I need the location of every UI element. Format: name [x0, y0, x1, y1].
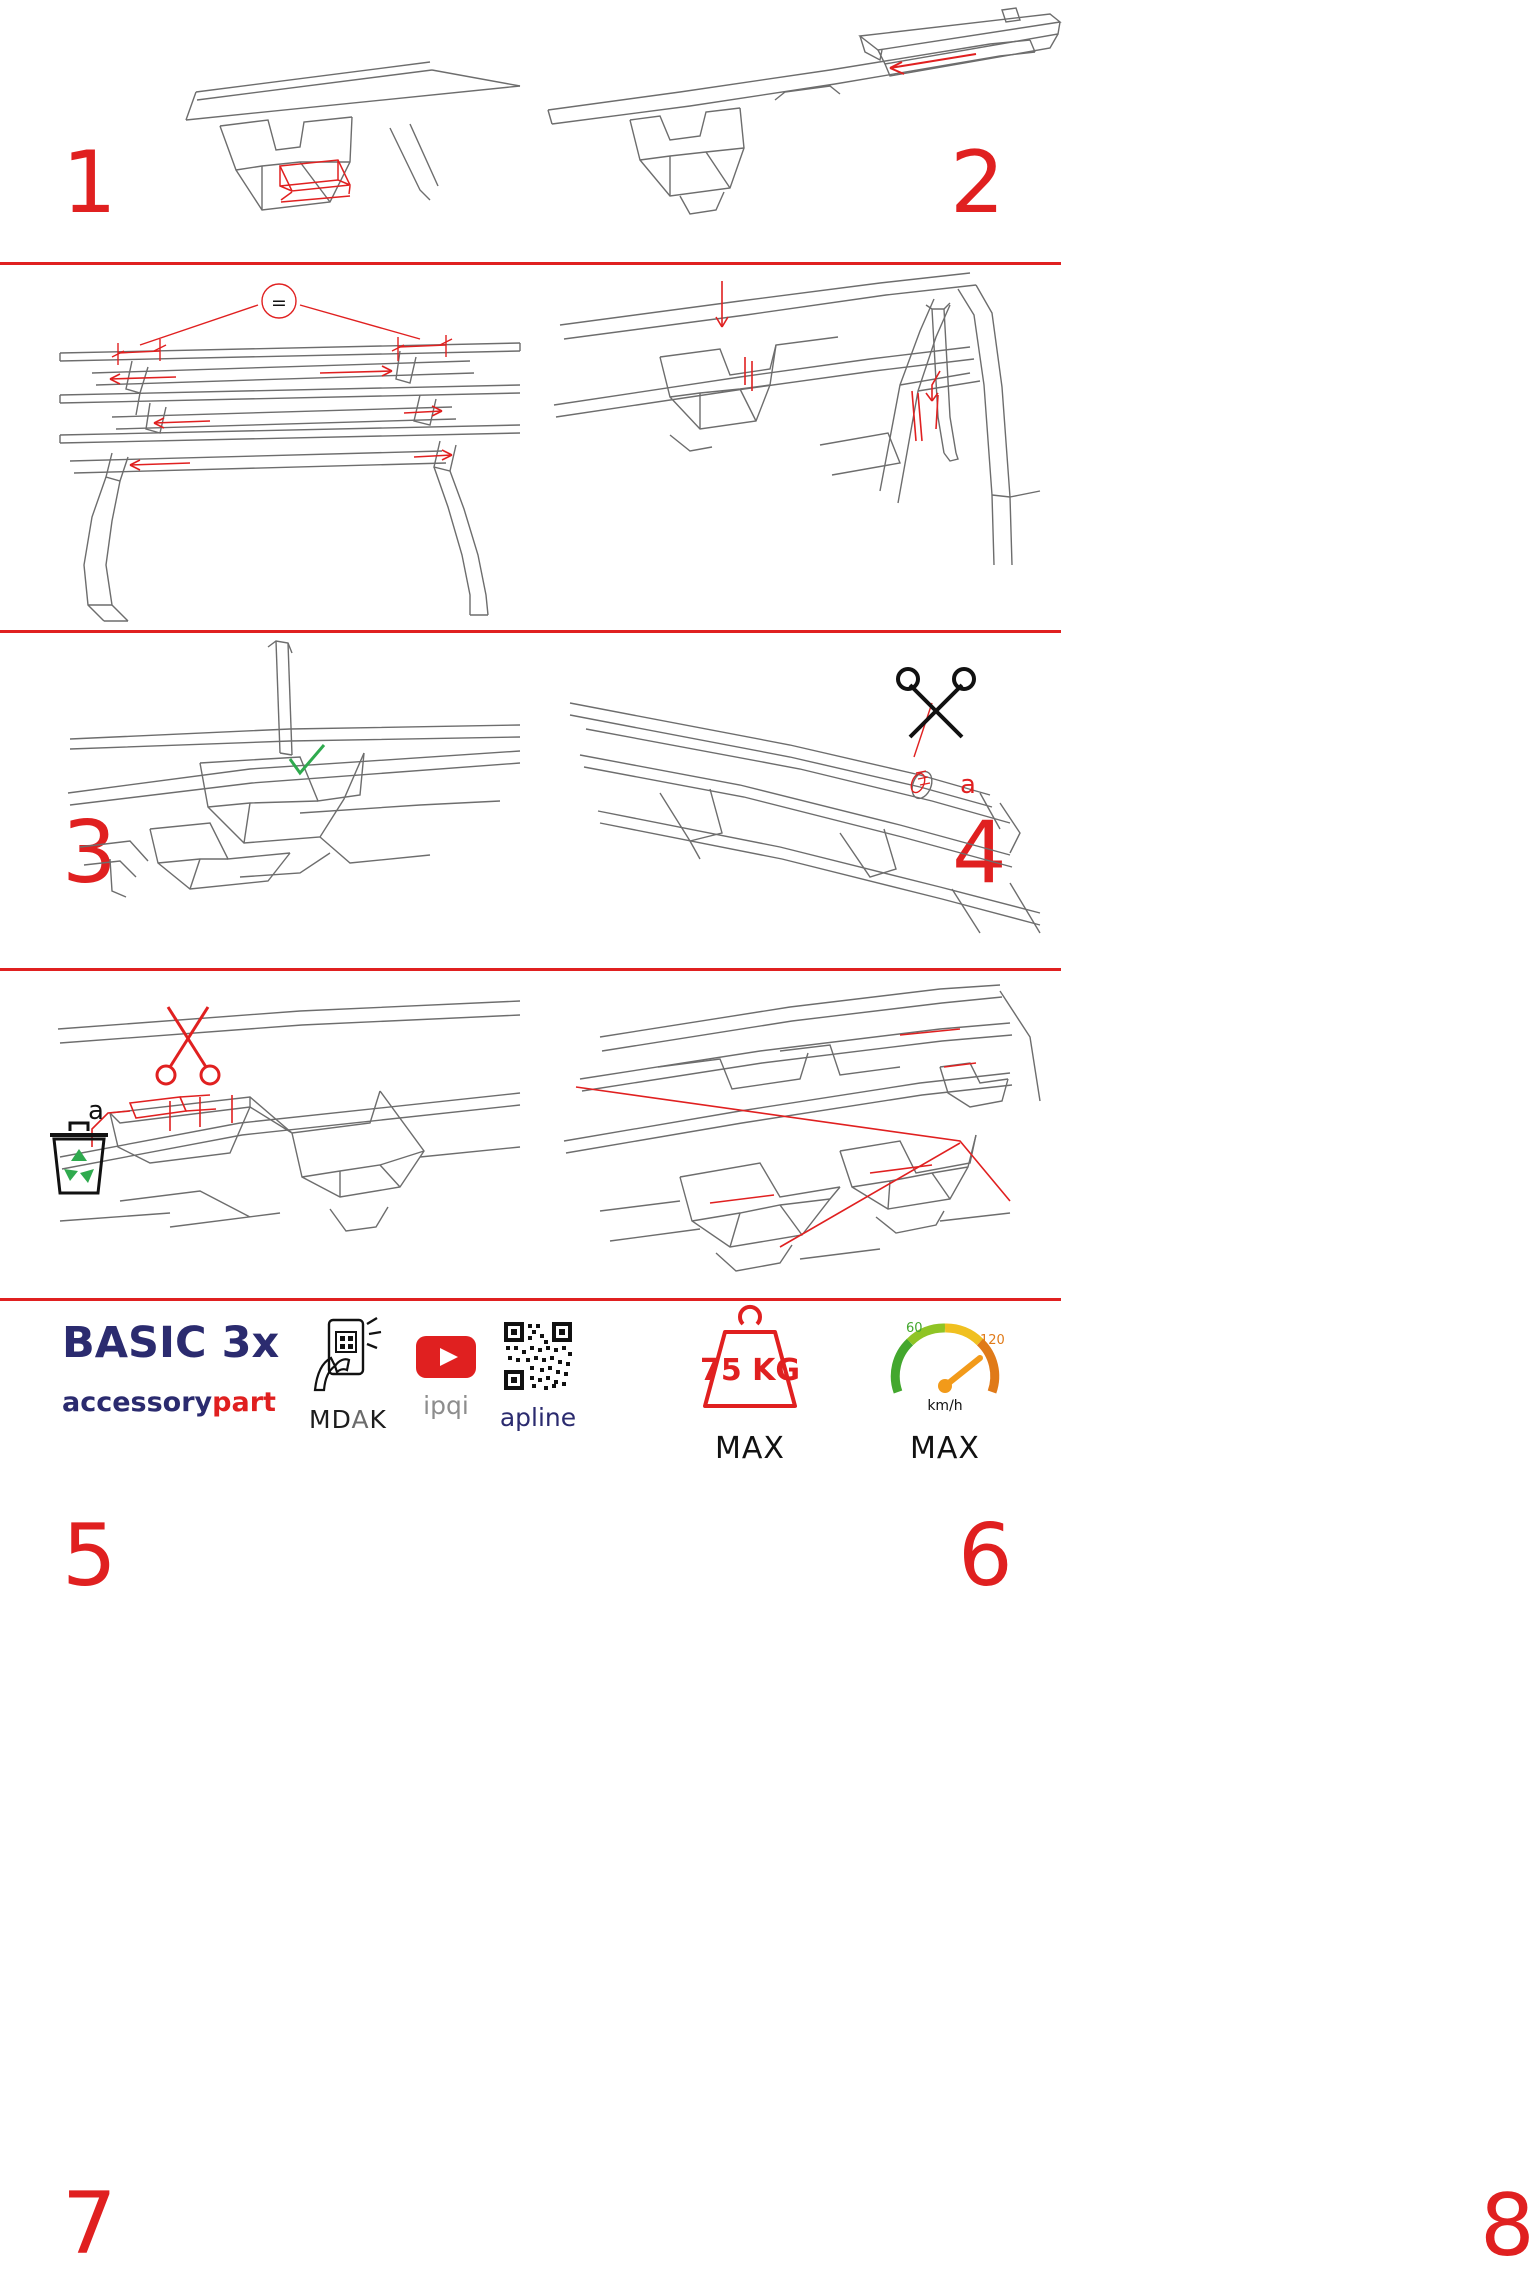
footer-brand-row	[0, 1300, 1061, 1500]
step-number-4: 4	[952, 803, 1005, 903]
max-load-block	[660, 1310, 840, 1466]
max-load-caption: MAX	[715, 1431, 785, 1466]
mdak-caption-last: K	[369, 1405, 387, 1434]
part-label-a-left: a	[88, 1096, 104, 1126]
step-number-7: 7	[62, 2174, 115, 2274]
step-number-1: 1	[62, 133, 115, 233]
step-number-3: 3	[62, 803, 115, 903]
scissors-icon-7	[157, 1007, 219, 1084]
speed-max-label: 120	[980, 1333, 1005, 1348]
brand-title-suffix: 3x	[221, 1318, 280, 1368]
step-number-5: 5	[62, 1506, 115, 1606]
step-number-2: 2	[950, 133, 1003, 233]
equal-annotation: =	[271, 292, 287, 314]
step-5-illustration	[0, 633, 540, 968]
mdak-logo[interactable]	[295, 1316, 401, 1432]
brand-sub-accessory: accessory	[62, 1387, 213, 1418]
speed-unit-label: km/h	[927, 1398, 963, 1414]
apline-logo[interactable]	[478, 1320, 598, 1430]
panel-step-4	[540, 265, 1061, 903]
max-speed-caption: MAX	[910, 1431, 980, 1466]
qr-code-icon	[502, 1320, 574, 1392]
mdak-caption-mid: A	[351, 1405, 370, 1434]
panel-step-3	[0, 265, 540, 903]
brand-block	[62, 1318, 282, 1418]
mdak-caption	[295, 1407, 401, 1432]
apline-caption-last: line	[531, 1403, 577, 1432]
max-load-value: 75 KG	[699, 1353, 801, 1388]
check-mark-icon	[290, 745, 324, 773]
panel-step-2	[530, 0, 1061, 262]
step-number-8: 8	[1480, 2176, 1533, 2276]
brand-subtitle	[62, 1389, 282, 1416]
brand-title-main: BASIC	[62, 1318, 207, 1368]
step-3-illustration	[0, 265, 540, 630]
panel-step-1	[0, 0, 530, 262]
phone-qr-scan-icon	[305, 1316, 391, 1394]
brand-sub-part: part	[212, 1387, 276, 1418]
step-8-illustration	[540, 971, 1061, 1298]
mdak-caption-first: MD	[309, 1405, 352, 1434]
apline-caption	[478, 1405, 598, 1430]
part-label-a-right: a	[960, 770, 976, 800]
speed-min-label: 60	[906, 1321, 923, 1336]
youtube-play-icon	[413, 1330, 479, 1380]
recycle-bin-icon	[50, 1123, 108, 1193]
step-4-illustration	[540, 265, 1061, 630]
ipqi-caption: ipqi	[423, 1391, 469, 1420]
step-7-illustration	[0, 971, 540, 1298]
step-number-6: 6	[958, 1506, 1011, 1606]
max-speed-block	[860, 1310, 1030, 1466]
step-6-illustration	[540, 633, 1061, 968]
scissors-icon	[898, 669, 974, 737]
weight-icon	[685, 1310, 815, 1420]
speedometer-icon	[880, 1310, 1010, 1420]
brand-title	[62, 1318, 282, 1368]
apline-caption-first: ap	[499, 1403, 532, 1432]
